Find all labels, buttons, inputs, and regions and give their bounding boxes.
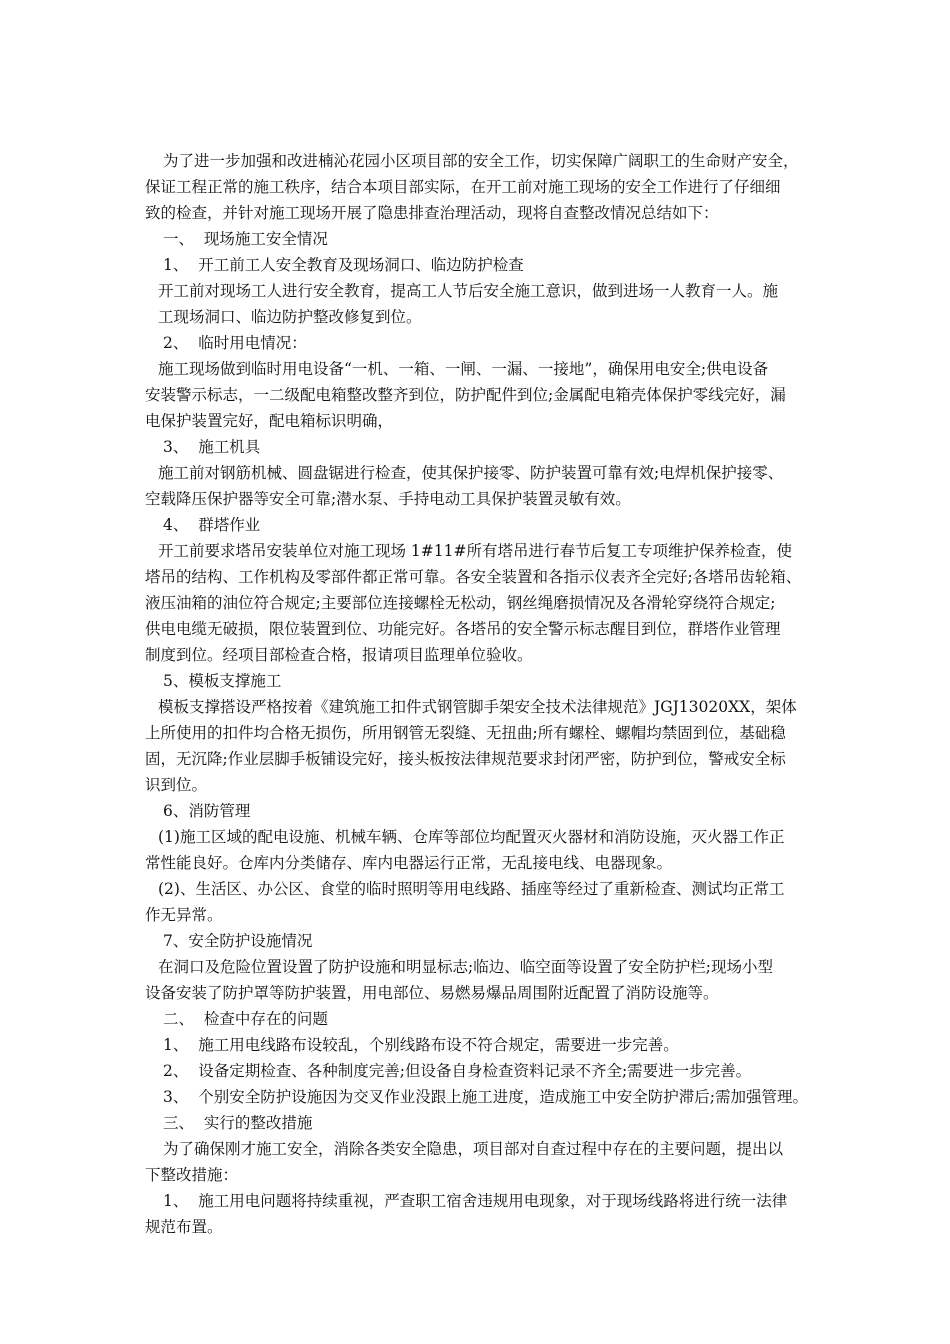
text-line: 上所使用的扣件均合格无损伤，所用钢管无裂缝、无扭曲;所有螺栓、螺帽均禁固到位，基础稳 (145, 724, 786, 742)
text-line: 为了确保刚才施工安全，消除各类安全隐患，项目部对自查过程中存在的主要问题，提出以 (163, 1140, 784, 1158)
subsection-heading: 1、 开工前工人安全教育及现场洞口、临边防护检查 (163, 256, 524, 274)
text-line: 施工前对钢筋机械、圆盘锯进行检查，使其保护接零、防护装置可靠有效;电焊机保护接零、 (158, 464, 784, 482)
text-line: 安装警示标志，一二级配电箱整改整齐到位，防护配件到位;金属配电箱壳体保护零线完好，漏 (145, 386, 786, 404)
text-line: 设备安装了防护罩等防护装置，用电部位、易燃易爆品周围附近配置了消防设施等。 (145, 984, 719, 1002)
text-line: 在洞口及危险位置设置了防护设施和明显标志;临边、临空面等设置了安全防护栏;现场小型 (158, 958, 773, 976)
list-item: 2、 设备定期检查、各种制度完善;但设备自身检查资料记录不齐全;需要进一步完善。 (163, 1062, 752, 1080)
text-line: 模板支撑搭设严格按着《建筑施工扣件式钢管脚手架安全技术法律规范》JGJ13020XX，架体 (158, 698, 797, 716)
text-line: 塔吊的结构、工作机构及零部件都正常可靠。各安全装置和各指示仪表齐全完好;各塔吊齿轮箱、 (145, 568, 802, 586)
text-line: 施工现场做到临时用电设备“一机、一箱、一闸、一漏、一接地”，确保用电安全;供电设备 (158, 360, 769, 378)
text-line: 规范布置。 (145, 1218, 223, 1236)
text-line: 为了进一步加强和改进楠沁花园小区项目部的安全工作，切实保障广阔职工的生命财产安全， (163, 152, 799, 170)
subsection-heading: 2、 临时用电情况： (163, 334, 307, 352)
text-line: 致的检查，并针对施工现场开展了隐患排查治理活动，现将自查整改情况总结如下： (145, 204, 719, 222)
text-line: (2)、生活区、办公区、食堂的临时照明等用电线路、插座等经过了重新检查、测试均正常工 (158, 880, 785, 898)
text-line: 常性能良好。仓库内分类储存、库内电器运行正常，无乱接电线、电器现象。 (145, 854, 673, 872)
subsection-heading: 6、消防管理 (163, 802, 251, 820)
subsection-heading: 3、 施工机具 (163, 438, 261, 456)
text-line: 开工前对现场工人进行安全教育，提高工人节后安全施工意识，做到进场一人教育一人。施 (158, 282, 779, 300)
subsection-heading: 5、模板支撑施工 (163, 672, 282, 690)
text-line: 固，无沉降;作业层脚手板铺设完好，接头板按法律规范要求封闭严密，防护到位，警戒安全标 (145, 750, 786, 768)
text-line: 空载降压保护器等安全可靠;潜水泵、手持电动工具保护装置灵敏有效。 (145, 490, 631, 508)
text-line: 开工前要求塔吊安装单位对施工现场 1#11#所有塔吊进行春节后复工专项维护保养检查，使 (158, 542, 792, 560)
text-line: 电保护装置完好，配电箱标识明确， (145, 412, 394, 430)
list-item: 3、 个别安全防护设施因为交叉作业没跟上施工进度，造成施工中安全防护滞后;需加强管理。 (163, 1088, 808, 1106)
text-line: (1)施工区域的配电设施、机械车辆、仓库等部位均配置灭火器材和消防设施，灭火器工作正 (158, 828, 785, 846)
list-item: 1、 施工用电问题将持续重视，严查职工宿舍违规用电现象，对于现场线路将进行统一法律 (163, 1192, 788, 1210)
section-heading: 三、 实行的整改措施 (163, 1114, 313, 1132)
text-line: 下整改措施： (145, 1166, 239, 1184)
subsection-heading: 7、安全防护设施情况 (163, 932, 313, 950)
section-heading: 一、 现场施工安全情况 (163, 230, 328, 248)
text-line: 工现场洞口、临边防护整改修复到位。 (158, 308, 422, 326)
subsection-heading: 4、 群塔作业 (163, 516, 261, 534)
text-line: 保证工程正常的施工秩序，结合本项目部实际，在开工前对施工现场的安全工作进行了仔细细 (145, 178, 781, 196)
text-line: 识到位。 (145, 776, 208, 794)
text-line: 液压油箱的油位符合规定;主要部位连接螺栓无松动，钢丝绳磨损情况及各滑轮穿绕符合规定; (145, 594, 776, 612)
text-line: 制度到位。经项目部检查合格，报请项目监理单位验收。 (145, 646, 533, 664)
list-item: 1、 施工用电线路布设较乱，个别线路布设不符合规定，需要进一步完善。 (163, 1036, 679, 1054)
text-line: 作无异常。 (145, 906, 223, 924)
section-heading: 二、 检查中存在的问题 (163, 1010, 328, 1028)
text-line: 供电电缆无破损，限位装置到位、功能完好。各塔吊的安全警示标志醒目到位，群塔作业管理 (145, 620, 781, 638)
